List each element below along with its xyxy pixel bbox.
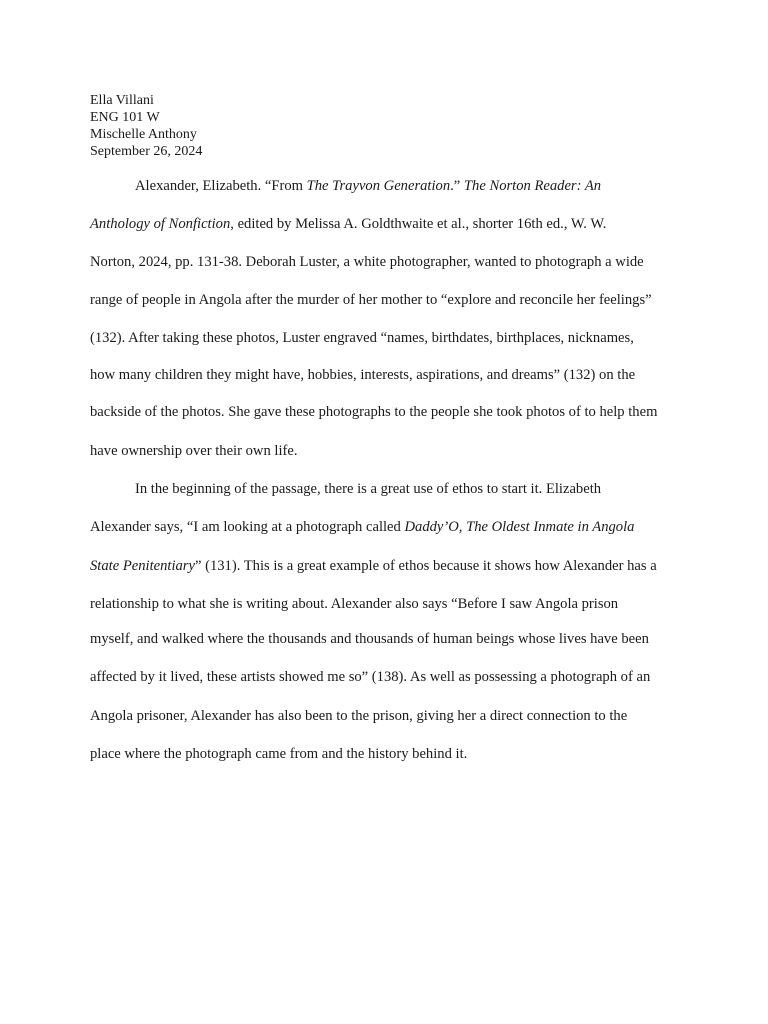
paragraph-1-line-7: backside of the photos. She gave these photographs to the people she took photos of to help them (90, 404, 658, 420)
course-code: ENG 101 W (90, 110, 160, 125)
paragraph-2-line-3: State Penitentiary” (131). This is a great example of ethos because it shows how Alexander has a (90, 558, 657, 574)
paragraph-2-line-1: In the beginning of the passage, there is a great use of ethos to start it. Elizabeth (135, 481, 602, 497)
paragraph-1-line-8: have ownership over their own life. (90, 443, 298, 459)
paragraph-1-line-6: how many children they might have, hobbies, interests, aspirations, and dreams” (132) on the (90, 367, 636, 383)
paragraph-1-line-5: (132). After taking these photos, Luster engraved “names, birthdates, birthplaces, nicknames, (90, 330, 634, 346)
paragraph-2-line-6: affected by it lived, these artists showed me so” (138). As well as possessing a photograph of an (90, 669, 651, 685)
document-date: September 26, 2024 (90, 144, 203, 159)
paragraph-2-line-2: Alexander says, “I am looking at a photograph called Daddy’O, The Oldest Inmate in Angola (90, 519, 635, 535)
paragraph-2-line-8: place where the photograph came from and the history behind it. (90, 746, 468, 762)
heading-block (90, 92, 202, 160)
paragraph-1-line-3: Norton, 2024, pp. 131-38. Deborah Luster, a white photographer, wanted to photograph a wide (90, 254, 644, 270)
paragraph-1-line-1: Alexander, Elizabeth. “From The Trayvon Generation.” The Norton Reader: An (135, 178, 602, 194)
paragraph-2-line-5: myself, and walked where the thousands and thousands of human beings whose lives have been (90, 631, 649, 647)
instructor-name: Mischelle Anthony (90, 127, 197, 142)
paragraph-1-line-2: Anthology of Nonfiction, edited by Melissa A. Goldthwaite et al., shorter 16th ed., W. W. (90, 216, 607, 232)
paragraph-2-line-7: Angola prisoner, Alexander has also been to the prison, giving her a direct connection to the (90, 708, 628, 724)
paragraph-1-line-4: range of people in Angola after the murder of her mother to “explore and reconcile her feelings” (90, 292, 652, 308)
paragraph-2-line-4: relationship to what she is writing about. Alexander also says “Before I saw Angola prison (90, 596, 619, 612)
student-name: Ella Villani (90, 93, 154, 108)
